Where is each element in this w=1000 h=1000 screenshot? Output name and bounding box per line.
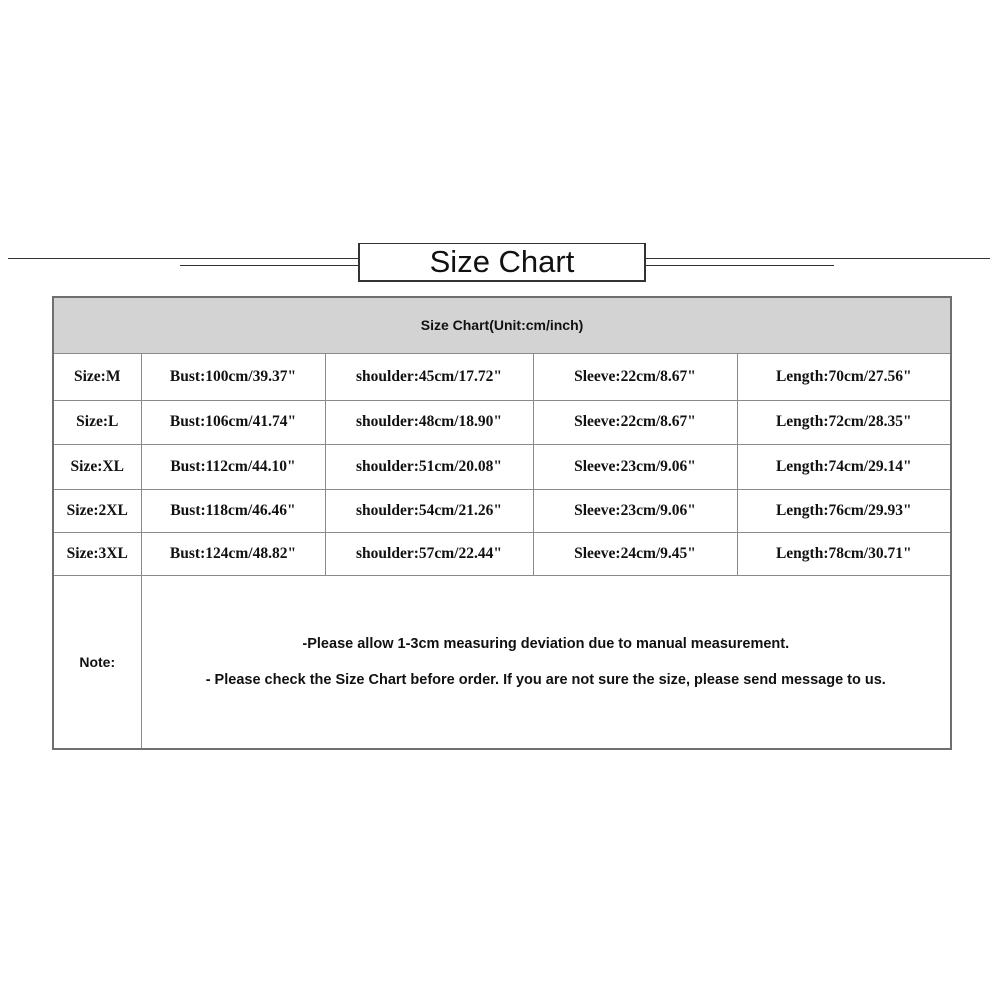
size-cell: Size:2XL: [53, 489, 141, 532]
shoulder-cell: shoulder:45cm/17.72": [325, 353, 533, 400]
table-row: [53, 532, 951, 575]
table-row: [53, 353, 951, 400]
bust-cell: Bust:106cm/41.74": [141, 400, 325, 444]
sleeve-cell: Sleeve:24cm/9.45": [533, 532, 737, 575]
title-rule-right-long: [642, 258, 990, 259]
size-cell: Size:L: [53, 400, 141, 444]
note-label: Note:: [53, 575, 141, 749]
title-rule-right-short: [642, 265, 834, 266]
shoulder-cell: shoulder:57cm/22.44": [325, 532, 533, 575]
note-line: -Please allow 1-3cm measuring deviation due to manual measurement.: [302, 635, 790, 652]
bust-cell: Bust:112cm/44.10": [141, 444, 325, 489]
note-content: [141, 575, 951, 749]
table-header-row: [53, 297, 951, 353]
size-cell: Size:XL: [53, 444, 141, 489]
note-line: - Please check the Size Chart before order. If you are not sure the size, please send message to us.: [205, 671, 886, 688]
length-cell: Length:72cm/28.35": [737, 400, 951, 444]
shoulder-cell: shoulder:51cm/20.08": [325, 444, 533, 489]
bust-cell: Bust:124cm/48.82": [141, 532, 325, 575]
table-row: [53, 400, 951, 444]
title-rule-left-long: [8, 258, 358, 259]
bust-cell: Bust:100cm/39.37": [141, 353, 325, 400]
table-row: [53, 489, 951, 532]
length-cell: Length:70cm/27.56": [737, 353, 951, 400]
page-title: Size Chart: [429, 244, 575, 279]
title-rule-left-short: [180, 265, 358, 266]
sleeve-cell: Sleeve:22cm/8.67": [533, 353, 737, 400]
size-chart-table: [52, 296, 952, 750]
table-row: [53, 444, 951, 489]
shoulder-cell: shoulder:48cm/18.90": [325, 400, 533, 444]
sleeve-cell: Sleeve:22cm/8.67": [533, 400, 737, 444]
note-row: [53, 575, 951, 749]
sleeve-cell: Sleeve:23cm/9.06": [533, 489, 737, 532]
size-cell: Size:3XL: [53, 532, 141, 575]
bust-cell: Bust:118cm/46.46": [141, 489, 325, 532]
table-header: Size Chart(Unit:cm/inch): [53, 297, 951, 353]
shoulder-cell: shoulder:54cm/21.26": [325, 489, 533, 532]
length-cell: Length:78cm/30.71": [737, 532, 951, 575]
length-cell: Length:76cm/29.93": [737, 489, 951, 532]
sleeve-cell: Sleeve:23cm/9.06": [533, 444, 737, 489]
title-box: [358, 243, 646, 282]
length-cell: Length:74cm/29.14": [737, 444, 951, 489]
size-cell: Size:M: [53, 353, 141, 400]
